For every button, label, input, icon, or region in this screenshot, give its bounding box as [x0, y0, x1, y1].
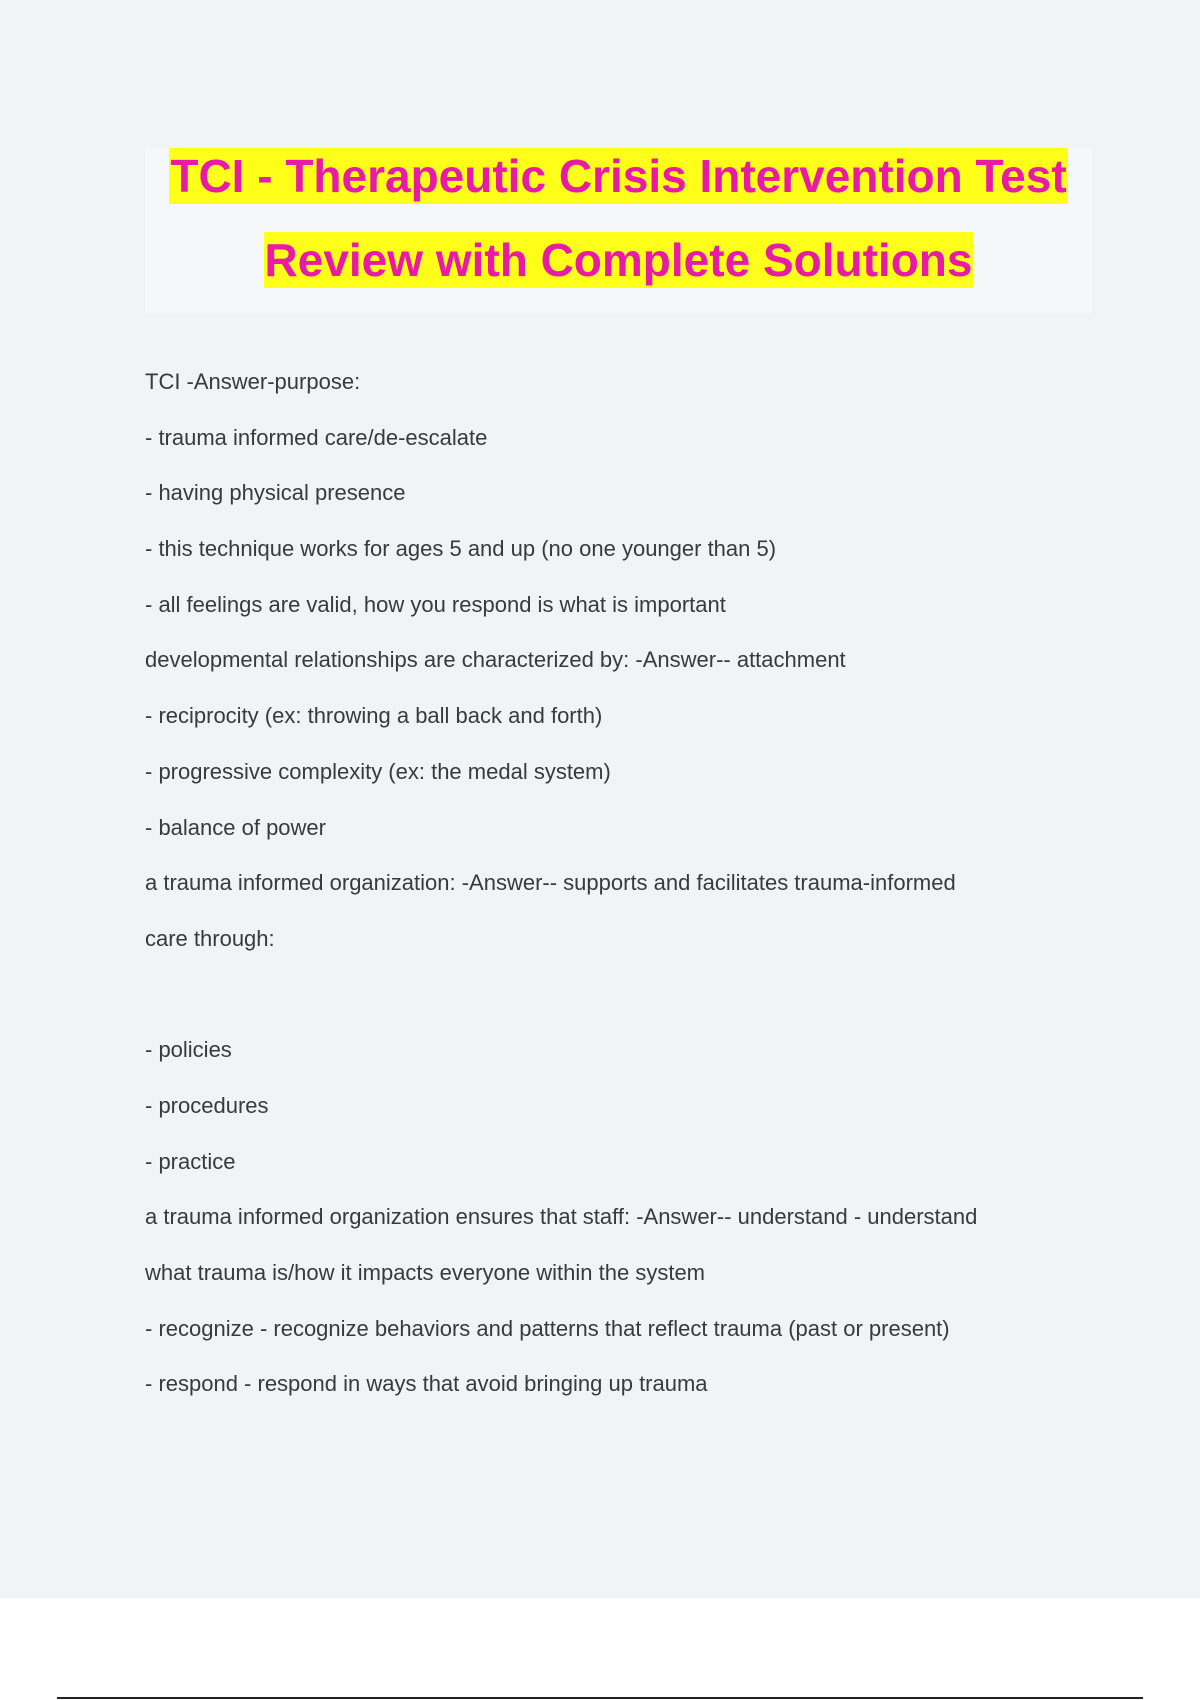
body-line: - procedures [145, 1092, 269, 1118]
body-line: - balance of power [145, 814, 326, 840]
body-line: - reciprocity (ex: throwing a ball back and forth) [145, 703, 603, 729]
document-title-line-2: Review with Complete Solutions [264, 234, 973, 286]
body-line: - policies [145, 1037, 232, 1063]
body-line: - practice [145, 1148, 236, 1174]
footer-divider [57, 1697, 1143, 1699]
body-line: - trauma informed care/de-escalate [145, 424, 488, 450]
body-line: a trauma informed organization ensures that staff: -Answer-- understand - understand [145, 1204, 978, 1230]
title-block [145, 148, 1092, 313]
body-line: - respond - respond in ways that avoid bringing up trauma [145, 1371, 708, 1397]
body-line: care through: [145, 925, 275, 951]
body-line: - recognize - recognize behaviors and patterns that reflect trauma (past or present) [145, 1315, 950, 1341]
body-line: - all feelings are valid, how you respond is what is important [145, 591, 726, 617]
body-line: - having physical presence [145, 480, 406, 506]
body-line: - this technique works for ages 5 and up (no one younger than 5) [145, 536, 777, 562]
blank-line [145, 975, 1105, 1031]
body-line: TCI -Answer-purpose: [145, 369, 361, 394]
body-line: a trauma informed organization: -Answer-- supports and facilitates trauma-informed [145, 870, 956, 896]
document-title-line-1: TCI - Therapeutic Crisis Intervention Test [170, 150, 1067, 202]
document-body [145, 362, 1105, 1420]
body-line: developmental relationships are characterized by: -Answer-- attachment [145, 647, 846, 673]
body-line: - progressive complexity (ex: the medal system) [145, 758, 611, 784]
body-line: what trauma is/how it impacts everyone within the system [145, 1260, 706, 1285]
